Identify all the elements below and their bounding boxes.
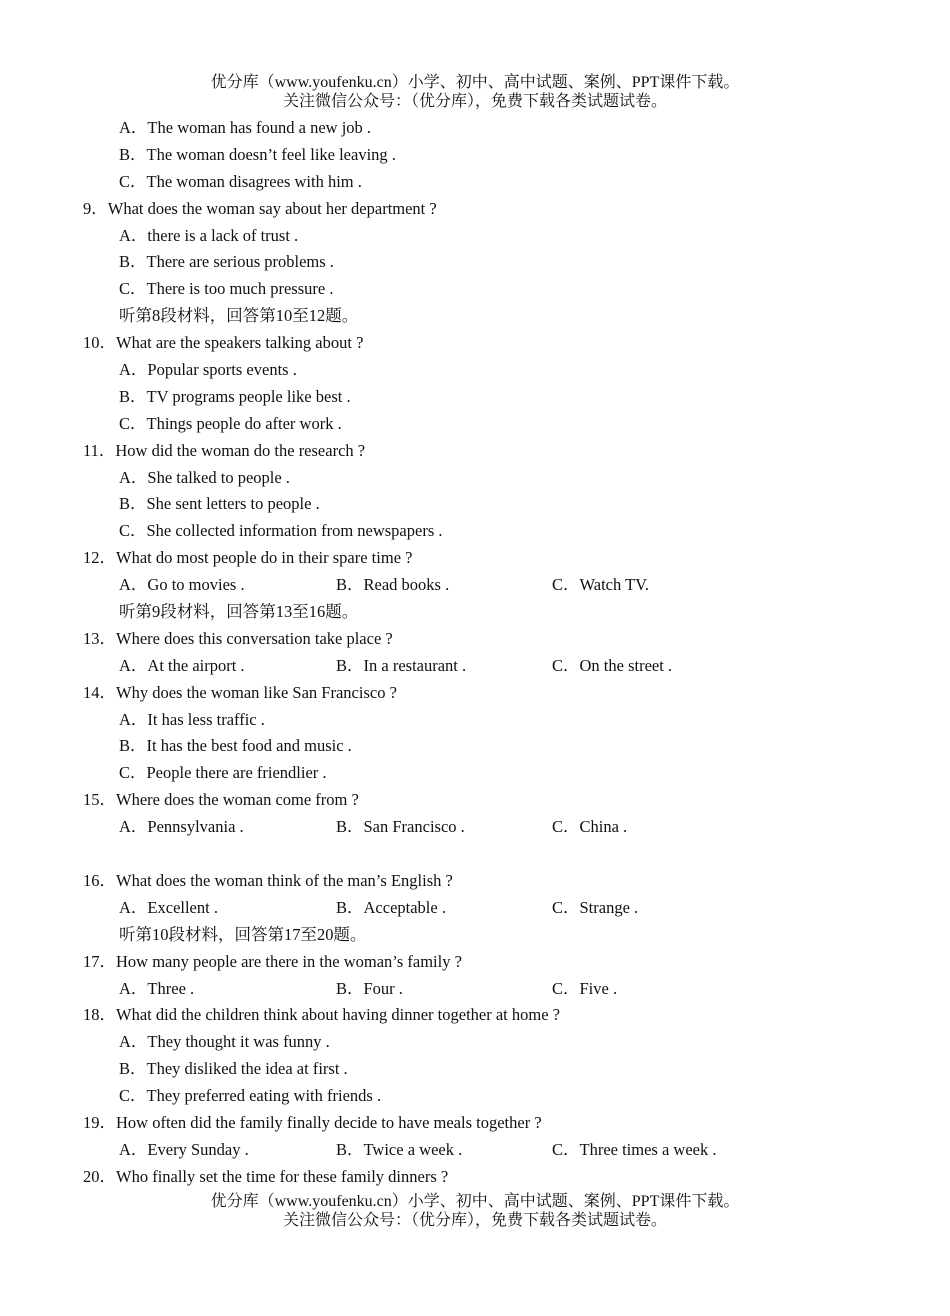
q11-option-b: B．She sent letters to people . (119, 494, 320, 514)
q17-option-a: A．Three . (119, 978, 195, 998)
q15-option-b: B．San Francisco . (336, 817, 465, 837)
section-10-instruction: 听第10段材料，回答第17至20题。 (119, 924, 367, 944)
q9-option-b: B．There are serious problems . (119, 252, 334, 272)
q16-stem: 16．What does the woman think of the man’s English ? (83, 870, 453, 890)
blank-line (0, 841, 950, 868)
q13-stem: 13．Where does this conversation take place ? (83, 628, 393, 648)
section-8-instruction: 听第8段材料，回答第10至12题。 (119, 306, 359, 326)
q16-option-c: C．Strange . (552, 897, 639, 917)
q15-stem: 15．Where does the woman come from ? (83, 790, 359, 810)
q16-options (0, 895, 950, 922)
q12-options (0, 572, 950, 599)
q18-stem: 18．What did the children think about having dinner together at home ? (83, 1005, 560, 1025)
q15-option-a: A．Pennsylvania . (119, 817, 244, 837)
q9-option-a: A．there is a lack of trust . (119, 225, 299, 245)
q15-options (0, 814, 950, 841)
page-header (0, 73, 950, 111)
q11-option-c: C．She collected information from newspapers . (119, 521, 443, 541)
footer-line-1: 优分库（www.youfenku.cn）小学、初中、高中试题、案例、PPT课件下载。 (210, 1193, 740, 1210)
q13-options (0, 653, 950, 680)
q18-option-c: C．They preferred eating with friends . (119, 1086, 382, 1106)
q15-option-c: C．China . (552, 817, 628, 837)
q13-option-a: A．At the airport . (119, 655, 245, 675)
q8-option-b: B．The woman doesn’t feel like leaving . (119, 144, 396, 164)
q20-stem: 20．Who finally set the time for these family dinners ? (83, 1166, 449, 1186)
q11-stem: 11．How did the woman do the research ? (83, 440, 366, 460)
q14-option-c: C．People there are friendlier . (119, 763, 327, 783)
q19-option-a: A．Every Sunday . (119, 1139, 249, 1159)
q9-option-c: C．There is too much pressure . (119, 279, 334, 299)
header-line-1: 优分库（www.youfenku.cn）小学、初中、高中试题、案例、PPT课件下载。 (210, 74, 740, 91)
q9-stem: 9．What does the woman say about her department ? (83, 198, 437, 218)
page-footer (0, 1192, 950, 1230)
header-line-2: 关注微信公众号：（优分库），免费下载各类试题试卷。 (282, 93, 667, 110)
q19-stem: 19．How often did the family finally decide to have meals together ? (83, 1112, 542, 1132)
q12-option-b: B．Read books . (336, 575, 450, 595)
q14-option-a: A．It has less traffic . (119, 709, 265, 729)
q11-option-a: A．She talked to people . (119, 467, 290, 487)
q12-stem: 12．What do most people do in their spare time ? (83, 548, 413, 568)
q8-option-c: C．The woman disagrees with him . (119, 171, 362, 191)
q18-option-a: A．They thought it was funny . (119, 1032, 330, 1052)
q12-option-a: A．Go to movies . (119, 575, 245, 595)
footer-line-2: 关注微信公众号：（优分库），免费下载各类试题试卷。 (282, 1212, 667, 1229)
q16-option-a: A．Excellent . (119, 897, 218, 917)
q10-option-b: B．TV programs people like best . (119, 386, 351, 406)
section-9-instruction: 听第9段材料，回答第13至16题。 (119, 602, 359, 622)
q12-option-c: C．Watch TV. (552, 575, 650, 595)
q17-option-b: B．Four . (336, 978, 403, 998)
q8-option-a: A．The woman has found a new job . (119, 118, 372, 137)
q17-option-c: C．Five . (552, 978, 618, 998)
q16-option-b: B．Acceptable . (336, 897, 446, 917)
q13-option-b: B．In a restaurant . (336, 655, 467, 675)
q14-option-b: B．It has the best food and music . (119, 736, 352, 756)
q19-option-b: B．Twice a week . (336, 1139, 463, 1159)
q17-options (0, 976, 950, 1003)
q19-options (0, 1137, 950, 1164)
question-content (0, 115, 950, 1191)
q18-option-b: B．They disliked the idea at first . (119, 1059, 348, 1079)
q17-stem: 17．How many people are there in the woman’s family ? (83, 951, 462, 971)
q13-option-c: C．On the street . (552, 655, 673, 675)
q14-stem: 14．Why does the woman like San Francisco ? (83, 682, 397, 702)
q19-option-c: C．Three times a week . (552, 1139, 717, 1159)
q10-stem: 10．What are the speakers talking about ? (83, 333, 364, 353)
q10-option-a: A．Popular sports events . (119, 360, 297, 380)
q10-option-c: C．Things people do after work . (119, 413, 342, 433)
